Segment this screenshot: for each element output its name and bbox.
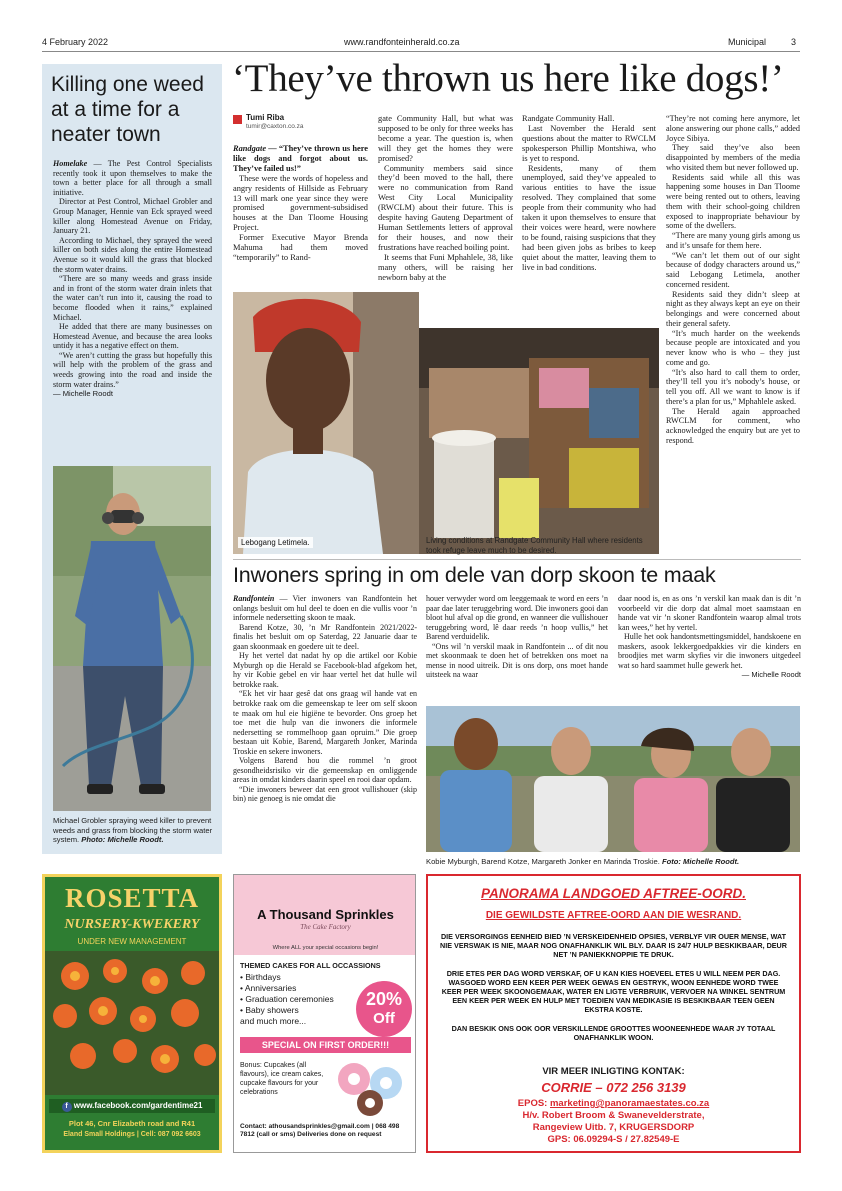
sidebar-paragraph: “There are so many weeds and grass inside and in front of the storm water drain inlets that the water can’t run into it, causing the road to become flooded when it rains,” explained Michael. — [53, 274, 212, 322]
sidebar-paragraph: According to Michael, they sprayed the weed killer on both sides along the entire Homestead Avenue so it would kill the grass that blocked the storm water drains. — [53, 235, 212, 274]
main-paragraph: “We can’t let them out of our sight because of dodgy characters around us,” said Lebogang Letimela, another concerned resident. — [666, 250, 800, 289]
main-paragraph: “It’s much harder on the weekends because people are intoxicated and you never know who is who – they just come and go. — [666, 328, 800, 367]
panorama-email-line — [428, 1098, 799, 1109]
afr-paragraph: Volgens Barend hou die rommel ’n groot gesondheidsrisiko vir die gemeenskap en omliggende areas in omdat kinders daarin speel en rooi daar opdam. — [233, 756, 417, 785]
page-number: 3 — [791, 37, 797, 47]
afr-column-1 — [233, 594, 417, 804]
main-paragraph: It seems that Funi Mphahlele, 38, like many others, will be raising her newborn baby at the — [378, 252, 513, 282]
ad-rosetta-nursery[interactable] — [42, 874, 222, 1153]
photo-lebogang-caption: Lebogang Letimela. — [238, 537, 313, 548]
rosetta-tagline: UNDER NEW MANAGEMENT — [77, 937, 187, 946]
rosetta-subtitle: NURSERY-KWEKERY — [64, 917, 200, 932]
afr-credit: — Michelle Roodt — [741, 670, 801, 680]
main-lead-quote: — “They’ve thrown us here like dogs and forgot about us. They’ve failed us!” — [233, 144, 368, 173]
afr-lead-paragraph — [233, 594, 417, 623]
main-lead-paragraph — [233, 144, 368, 174]
panorama-paragraph: DAN BESKIK ONS OOK OOR VERSKILLENDE GROOTTES WOONEENHEDE WAAR JY TOTAAL ONAFHANKLIK WOON. — [451, 1023, 776, 1042]
main-paragraph: These were the words of hopeless and angry residents of Hillside as February 13 will mark one year since they were promised government-subsidised houses at the Dan Tloome Housing Project. — [233, 173, 368, 233]
byline-author: Tumi Riba — [246, 113, 285, 122]
caption-text: Michael Grobler spraying weed killer to prevent weeds and grass from blocking the storm water system. — [53, 816, 213, 845]
rosetta-facebook-link[interactable] — [49, 1099, 215, 1113]
photo-living-conditions — [419, 328, 659, 554]
panorama-body — [438, 932, 789, 1042]
main-column-1 — [233, 144, 368, 263]
sprinkles-contact[interactable]: Contact: athousandsprinkles@gmail.com | 068 498 7812 (call or sms) Deliveries done on request — [240, 1123, 400, 1139]
panorama-gps: GPS: 06.09294-S / 27.82549-E — [547, 1134, 680, 1145]
sprinkles-subtitle: The Cake Factory — [300, 923, 351, 931]
main-paragraph: Residents said while all this was happening some houses in Dan Tloome were being rented out to others, leaving them with their school-going children exposed to inappropriate behaviour by some of the dwellers. — [666, 172, 800, 231]
sprinkles-special[interactable]: SPECIAL ON FIRST ORDER!!! — [240, 1037, 411, 1053]
sprinkles-occasions — [240, 972, 350, 1027]
occasion-item: • Graduation ceremonies — [240, 994, 334, 1004]
facebook-icon: f — [62, 1102, 72, 1112]
main-column-3 — [522, 114, 656, 273]
header-rule — [42, 51, 800, 52]
photo-credit: Foto: Michelle Roodt. — [661, 857, 740, 866]
occasion-item: • Baby showers — [240, 1005, 299, 1015]
cupcakes-icon — [334, 1057, 412, 1117]
main-paragraph: “They’re not coming here anymore, let alone answering our phone calls,” added Joyce Sibiya. — [666, 114, 800, 143]
sprinkles-bonus: Bonus: Cupcakes (all flavours), ice cream cakes, cupcake flavours for your celebrations — [240, 1062, 324, 1096]
panorama-more-info: VIR MEER INLIGTING KONTAK: — [542, 1066, 685, 1077]
group-volunteers-illustration — [426, 706, 800, 852]
main-dateline: Randgate — [233, 144, 267, 153]
panorama-address-2: Rangeview Uitb. 7, KRUGERSDORP — [532, 1122, 695, 1133]
section-rule — [233, 559, 801, 560]
afr-paragraph: daar nood is, en as ons ’n verskil kan maak dan is dit ’n voorbeeld vir die dorp dat almal moet saamstaan en hande vat vir ’n skoner Randfontein waarop almal trots kan wees,” het hy vertel. — [618, 594, 801, 632]
main-paragraph: “There are many young girls among us and it’s unsafe for them here. — [666, 231, 800, 250]
occasion-item: and much more... — [240, 1016, 307, 1026]
sidebar-dateline: Homelake — [53, 159, 88, 168]
sidebar-photo — [53, 466, 211, 811]
main-column-2 — [378, 114, 513, 282]
afr-column-3 — [618, 594, 801, 680]
main-headline: ‘They’ve thrown us here like dogs!’ — [232, 57, 784, 100]
sidebar-headline-line: neater town — [51, 123, 161, 146]
panorama-title: PANORAMA LANDGOED AFTREE-OORD. — [481, 886, 746, 901]
photo-lebogang — [233, 292, 419, 554]
sprinkles-heading: THEMED CAKES FOR ALL OCCASSIONS — [240, 961, 381, 970]
sidebar-headline-line: at a time for a — [51, 98, 180, 121]
website-url[interactable]: www.randfonteinherald.co.za — [344, 37, 460, 47]
main-paragraph: Former Executive Mayor Brenda Mahuma had them moved “temporarily” to Rand- — [233, 233, 368, 262]
main-paragraph: The Herald again approached RWCLM for comment, who acknowledged the enquiry but are yet to respond. — [666, 406, 800, 445]
afr-paragraph: Hulle het ook handontsmettingsmiddel, handskoene en maskers, asook lekkergoedpakkies vir die kinders en broodjies met warm skyfies vir die inwoners uitgedeel wat so hard saammet hulle gewerk het. — [618, 632, 801, 670]
afr-paragraph: “Ek het vir haar gesê dat ons graag wil hande vat en betrokke raak om die gemeenskap te leer om self skoon te maak om hul eie higiëne te bevorder. Ons groep het toe met die hulp van die inwoners die informele nedersetting se rommelhoop gaan opruim.” Die groep bestaan uit Kobie, Barend, Margareth Jonker, Marinda Troskie en sekere inwoners. — [233, 689, 417, 756]
man-spraying-illustration — [53, 466, 211, 811]
afr-paragraph: Hy het vertel dat nadat hy op die artikel oor Kobie Myburgh op die Herald se Facebook-blad afgekom het, hy vir Kobie gebel en vir haar vertel het dat hulle wil betrokke raak. — [233, 651, 417, 689]
email-link[interactable]: marketing@panoramaestates.co.za — [549, 1098, 710, 1109]
sidebar-paragraph — [53, 159, 212, 197]
afr-dateline: Randfontein — [233, 594, 275, 603]
main-paragraph: They said they’ve also been disappointed by members of the media who visited them but never followed up. — [666, 143, 800, 172]
facebook-url: www.facebook.com/gardentime21 — [73, 1101, 203, 1110]
main-paragraph: Community members said since they’d been moved to the hall, there were no communication from Rand West City Local Municipality (RWCLM) about their future. This is despite having Gauteng Department of Human Settlements letters of approval for their houses, and now their frustrations have reached boiling point. — [378, 163, 513, 252]
panorama-contact-name[interactable]: CORRIE – 072 256 3139 — [541, 1080, 686, 1095]
sidebar-paragraph: Director at Pest Control, Michael Grobler and Group Manager, Hennie van Eck sprayed weed killer along Homestead Avenue on Friday, January 21. — [53, 197, 212, 236]
discount-value: 20% — [365, 989, 403, 1009]
ad-panorama-retirement[interactable] — [426, 874, 801, 1153]
afr-column-2 — [426, 594, 608, 680]
panorama-address-1: H/v. Robert Broom & Swanevelderstrate, — [522, 1110, 705, 1121]
rosetta-address-2: Eland Small Holdings | Cell: 087 092 6603 — [63, 1131, 201, 1138]
panorama-paragraph: DRIE ETES PER DAG WORD VERSKAF, OF U KAN KIES HOEVEEL ETES U WILL NEEM PER DAG. WASGOED WORD EEN KEER PER WEEK GEWAS EN GESTRYK, WOON EENHEDE WORD TWEE KEER PER WEEK SKOONGEMAAK, WATER EN LIGTE VERBRUIK, VERVOER NA WINKEL SENTRUM EEN KEER PER WEEK EN HULP MET TOEDIEN VAN MEDIKASIE IS BESKIKBAAR TEEN GEEN EKSTRA KOSTE. — [441, 968, 786, 1015]
afr-paragraph: “Ons wil ’n verskil maak in Randfontein ... of dit nou met skoonmaak te doen het of betrekken ons moet na mense in nood uitreik. Dit is ons dorp, ons moet hande uitsteek na waar — [426, 641, 608, 680]
main-paragraph: Residents said they didn’t sleep at night as they always kept an eye on their belongings and were concerned about their general safety. — [666, 289, 800, 328]
panorama-paragraph: DIE VERSORGINGS EENHEID BIED ’N VERSKEIDENHEID OPSIES, VERBLYF VIR OUER MENSE, WAT NIE VERSWAK IS NIE, MAAR NOG ONAFHANKLIK WIL BLY. DAAR IS 24/7 HULP BESKIKBAAR, DEUR NET ’N PANIEKKNOPPIE TE DRUK. — [440, 932, 787, 960]
rosetta-title: ROSETTA — [64, 883, 200, 913]
afr-paragraph-text: — Vier inwoners van Randfontein het onlangs besluit om hul deel te doen en die vullis voor ’n informele nedersetting skoon te maak. — [233, 594, 417, 623]
issue-date: 4 February 2022 — [42, 37, 109, 47]
sprinkles-title: A Thousand Sprinkles — [257, 907, 394, 922]
sidebar-headline — [51, 72, 217, 147]
sidebar-credit: — Michelle Roodt — [53, 389, 113, 399]
email-label: EPOS: — [517, 1098, 548, 1109]
byline-marker — [233, 115, 242, 124]
woman-portrait-illustration — [233, 292, 419, 554]
occasion-item: • Birthdays — [240, 972, 281, 982]
main-paragraph: Last November the Herald sent questions about the matter to RWCLM spokesperson Phillip Montshiwa, who is yet to respond. — [522, 123, 656, 163]
sidebar-paragraph-text: — The Pest Control Specialists recently took it upon themselves to make the town a better place for all through a small initiative. — [53, 159, 212, 197]
sidebar-body — [53, 159, 212, 399]
afr-paragraph: Barend Kotze, 30, ’n Mr Randfontein 2021/2022-finalis het besluit om op Saterdag, 22 Januarie daar te gaan skoonmaak en goedere uit te deel. — [233, 622, 417, 651]
afr-photo-caption — [426, 857, 802, 867]
sidebar-photo-caption — [53, 816, 213, 845]
ad-thousand-sprinkles[interactable] — [233, 874, 416, 1153]
hall-belongings-illustration — [419, 328, 659, 554]
sidebar-headline-line: Killing one weed — [51, 73, 204, 96]
photo-credit: Photo: Michelle Roodt. — [81, 835, 164, 845]
sidebar-paragraph: “We aren’t cutting the grass but hopefully this will help with the problem of the grass and weeds growing into the road and inside the storm water drains.” — [53, 350, 212, 389]
occasion-item: • Anniversaries — [240, 983, 297, 993]
afr-headline: Inwoners spring in om dele van dorp skoon te maak — [233, 563, 716, 587]
afr-group-photo — [426, 706, 800, 852]
caption-text: Kobie Myburgh, Barend Kotze, Margareth Jonker en Marinda Troskie. — [426, 857, 660, 866]
main-paragraph: gate Community Hall, but what was supposed to be only for three weeks has become a year. The question is, when will they get the homes they were promised? — [378, 114, 513, 163]
section-name: Municipal — [728, 37, 767, 47]
flowers-icon — [45, 951, 219, 1095]
main-column-4 — [666, 114, 800, 446]
photo-living-conditions-caption: Living conditions at Randgate Community Hall where residents took refuge leave much to be desired. — [426, 536, 643, 555]
sprinkles-tagline: Where ALL your special occasions begin! — [272, 945, 379, 951]
sidebar-paragraph: He added that there are many businesses on Homestead Avenue, and because the area looks untidy it has a negative effect on them. — [53, 322, 212, 351]
main-paragraph: “It’s also hard to call them to order, they’ll tell you it’s nobody’s house, or tell you off. All we want to know is if there’s a plan for us,” Mphahlele asked. — [666, 367, 800, 406]
discount-badge — [356, 981, 412, 1037]
afr-paragraph: “Die inwoners beweer dat een groot vullishouer (skip bin) nie genoeg is nie omdat die — [233, 784, 417, 804]
afr-paragraph: houer verwyder word om leeggemaak te word en eers ’n paar dae later teruggebring word. Die inwoners gooi dan bloot hul afval op die grond, en wanneer die vullishouer teruggebring word, lê daar reeds ’n hoop vullis,” het Barend verduidelik. — [426, 594, 608, 642]
main-paragraph: Randgate Community Hall. — [522, 114, 615, 123]
main-paragraph: Residents, many of them unemployed, said they’ve appealed to various entities to have the issue resolved. They complained that some people from their community who had taken it upon themselves to ensure that their voices were heard, were nowhere to be found, raising suspicions that they had been given jobs as bribes to keep quiet about the matter, leaving them to live in bad conditions. — [522, 163, 656, 272]
sidebar-story — [42, 64, 222, 854]
discount-word: Off — [373, 1010, 395, 1027]
panorama-subtitle: DIE GEWILDSTE AFTREE-OORD AAN DIE WESRAND. — [485, 910, 742, 921]
byline-email[interactable]: tumir@caxton.co.za — [246, 123, 304, 130]
rosetta-address: Plot 46, Cnr Elizabeth road and R41 — [68, 1119, 196, 1128]
